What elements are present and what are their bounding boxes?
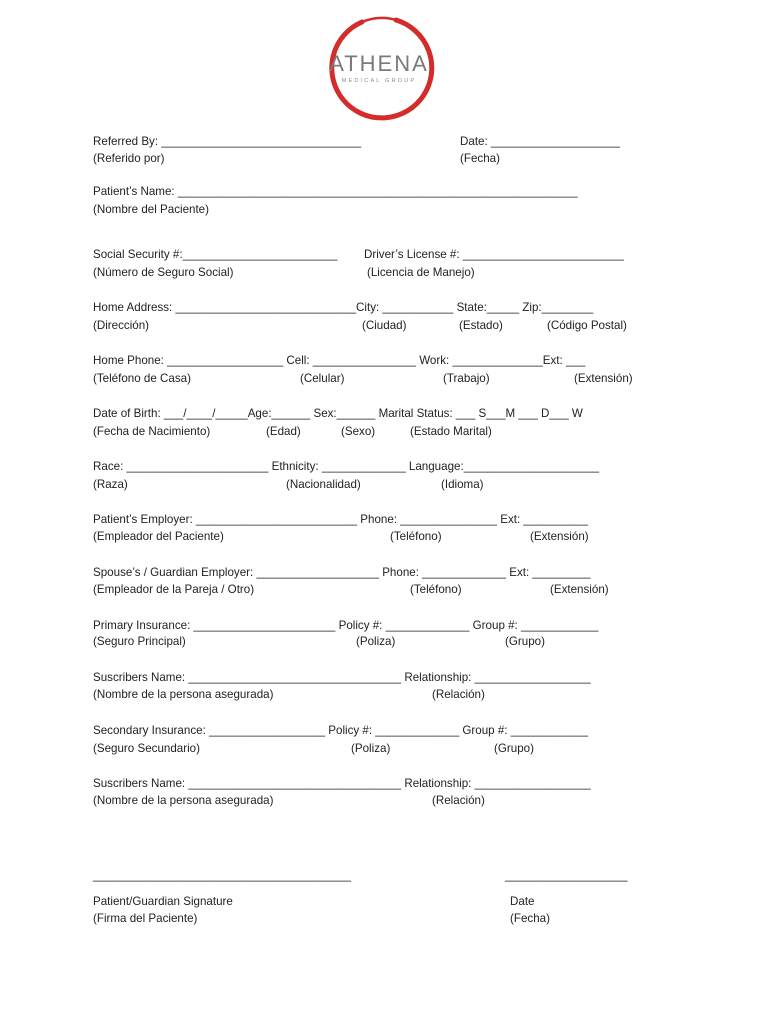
employer-ext-label-es: (Extensión) — [530, 530, 589, 543]
referred-by-label-es: (Referido por) — [93, 152, 165, 165]
signature-date-line[interactable]: ___________________ — [505, 869, 628, 882]
date-of-birth-field[interactable]: Date of Birth: ___/____/_____Age:______ Sex:______ Marital Status: ___ S___M ___ D___ W — [93, 407, 583, 420]
relationship-label-es-1: (Relación) — [432, 688, 485, 701]
logo-name: ATHENA — [329, 51, 429, 76]
signature-date-label: Date — [510, 895, 535, 908]
state-label-es: (Estado) — [459, 319, 503, 332]
marital-label-es: (Estado Marital) — [410, 425, 492, 438]
zip-label-es: (Código Postal) — [547, 319, 627, 332]
language-label-es: (Idioma) — [441, 478, 484, 491]
referred-by-field[interactable]: Referred By: _______________________________ — [93, 135, 362, 148]
primary-insurance-label-es: (Seguro Principal) — [93, 635, 186, 648]
signature-label: Patient/Guardian Signature — [93, 895, 233, 908]
relationship-label-es-2: (Relación) — [432, 794, 485, 807]
date-field[interactable]: Date: ____________________ — [460, 135, 620, 148]
drivers-license-label-es: (Licencia de Manejo) — [367, 266, 475, 279]
dob-label-es: (Fecha de Nacimiento) — [93, 425, 211, 438]
primary-insurance-field[interactable]: Primary Insurance: ______________________ Policy #: _____________ Group #: ____________ — [93, 619, 599, 632]
employer-phone-label-es: (Teléfono) — [390, 530, 442, 543]
spouse-employer-field[interactable]: Spouse’s / Guardian Employer: ___________________ Phone: _____________ Ext: _________ — [93, 566, 591, 579]
phones-field[interactable]: Home Phone: __________________ Cell: ________________ Work: ______________Ext: ___ — [93, 354, 586, 367]
age-label-es: (Edad) — [266, 425, 301, 438]
signature-line[interactable]: ________________________________________ — [93, 869, 351, 882]
spouse-ext-label-es: (Extensión) — [550, 583, 609, 596]
secondary-insurance-label-es: (Seguro Secundario) — [93, 742, 200, 755]
race-label-es: (Raza) — [93, 478, 128, 491]
home-phone-label-es: (Teléfono de Casa) — [93, 372, 191, 385]
ext-label-es: (Extensión) — [574, 372, 633, 385]
secondary-group-label-es: (Grupo) — [494, 742, 534, 755]
primary-policy-label-es: (Poliza) — [356, 635, 396, 648]
signature-label-es: (Firma del Paciente) — [93, 912, 198, 925]
logo-tagline: MEDICAL GROUP — [341, 78, 417, 84]
patient-name-field[interactable]: Patient’s Name: ______________________________________________________________ — [93, 185, 578, 198]
patient-name-label-es: (Nombre del Paciente) — [93, 203, 209, 216]
drivers-license-field[interactable]: Driver’s License #: _________________________ — [364, 248, 624, 261]
athena-medical-group-logo — [322, 10, 436, 128]
signature-date-label-es: (Fecha) — [510, 912, 550, 925]
address-label-es: (Dirección) — [93, 319, 150, 332]
subscriber-label-es-2: (Nombre de la persona asegurada) — [93, 794, 274, 807]
social-security-field[interactable]: Social Security #:________________________ — [93, 248, 338, 261]
spouse-phone-label-es: (Teléfono) — [410, 583, 462, 596]
secondary-policy-label-es: (Poliza) — [351, 742, 391, 755]
secondary-insurance-field[interactable]: Secondary Insurance: __________________ Policy #: _____________ Group #: ____________ — [93, 724, 589, 737]
date-label-es: (Fecha) — [460, 152, 500, 165]
primary-group-label-es: (Grupo) — [505, 635, 545, 648]
social-security-label-es: (Número de Seguro Social) — [93, 266, 234, 279]
race-field[interactable]: Race: ______________________ Ethnicity: _____________ Language:_____________________ — [93, 460, 600, 473]
employer-label-es: (Empleador del Paciente) — [93, 530, 224, 543]
cell-label-es: (Celular) — [300, 372, 345, 385]
work-label-es: (Trabajo) — [443, 372, 490, 385]
ethnicity-label-es: (Nacionalidad) — [286, 478, 361, 491]
city-label-es: (Ciudad) — [362, 319, 407, 332]
patient-employer-field[interactable]: Patient’s Employer: _________________________ Phone: _______________ Ext: __________ — [93, 513, 588, 526]
sex-label-es: (Sexo) — [341, 425, 376, 438]
spouse-label-es: (Empleador de la Pareja / Otro) — [93, 583, 255, 596]
subscriber-label-es-1: (Nombre de la persona asegurada) — [93, 688, 274, 701]
subscriber-name-field-1[interactable]: Suscribers Name: _________________________________ Relationship: __________________ — [93, 671, 591, 684]
home-address-field[interactable]: Home Address: ____________________________City: ___________ State:_____ Zip:________ — [93, 301, 594, 314]
subscriber-name-field-2[interactable]: Suscribers Name: _________________________________ Relationship: __________________ — [93, 777, 591, 790]
